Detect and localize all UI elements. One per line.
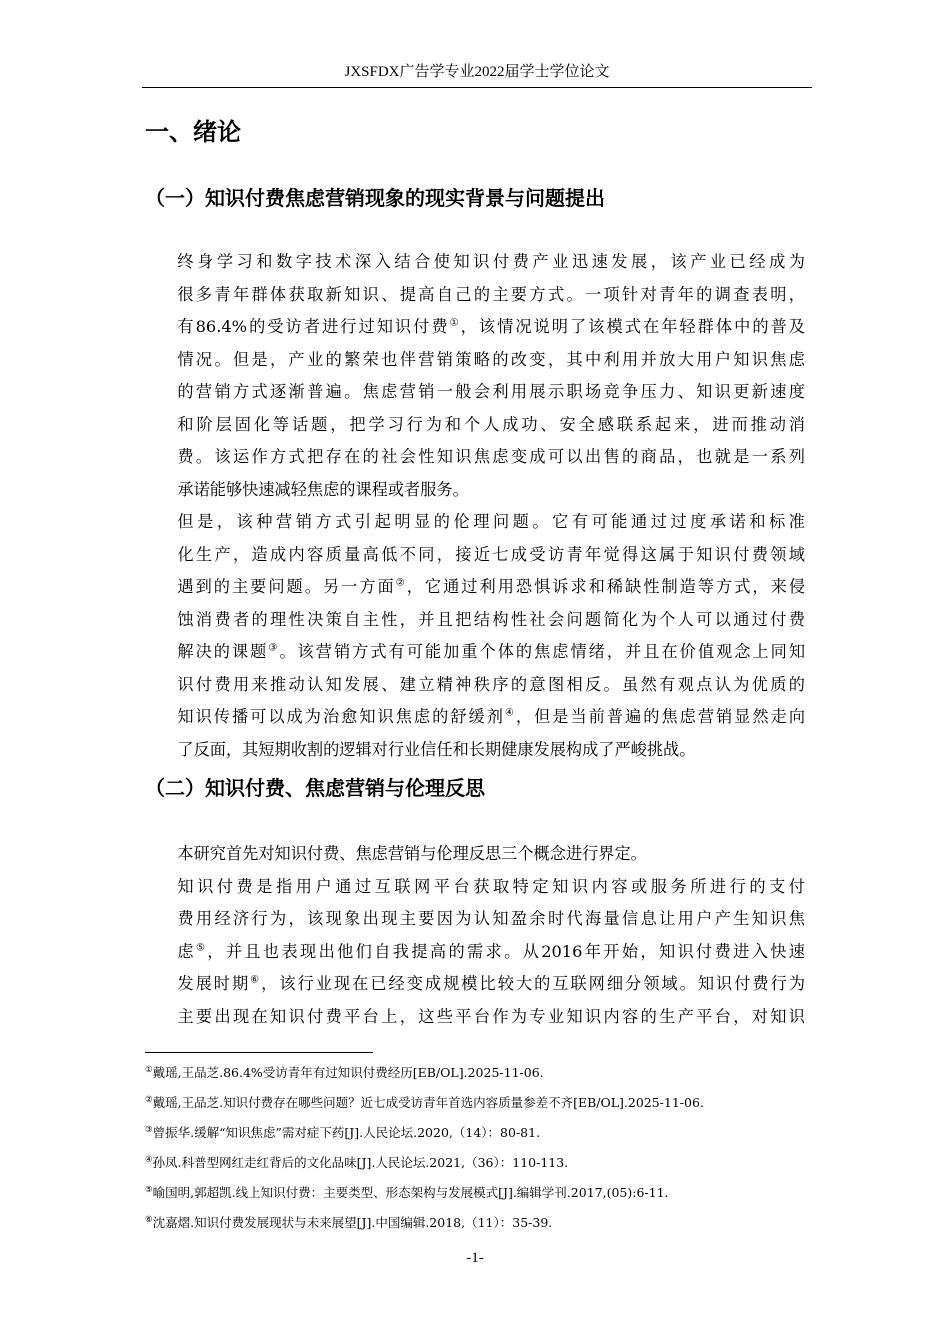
text-line: 终身学习和数字技术深入结合使知识付费产业迅速发展，该产业已经成为: [177, 252, 805, 271]
text-segment: 发展时期: [177, 974, 251, 993]
footnote-mark: ⑤: [145, 1184, 153, 1195]
section-2-body: [145, 838, 805, 1033]
text-line: 费用经济行为，该现象出现主要因为认知盈余时代海量信息让用户产生知识焦: [177, 909, 805, 928]
running-header: JXSFDX广告学专业2022届学士学位论文: [344, 64, 610, 80]
footnote-text: 沈嘉熠.知识付费发展现状与未来展望[J].中国编辑.2018,（11）：35-39.: [152, 1215, 553, 1230]
text-line: 化生产，造成内容质量高低不同，接近七成受访青年觉得这属于知识付费领域: [177, 544, 805, 564]
footnote-separator: [145, 1052, 373, 1053]
text-line-with-note: [145, 636, 805, 669]
footnote-text: 喻国明,郭超凯.线上知识付费：主要类型、形态架构与发展模式[J].编辑学刊.2017,(05):6-11.: [152, 1185, 669, 1200]
text-line: 知识付费是指用户通过互联网平台获取特定知识内容或服务所进行的支付: [177, 876, 805, 896]
text-segment: ，该情况说明了该模式在年轻群体中的普及: [460, 317, 805, 336]
text-line-with-note: [145, 936, 805, 969]
text-segment: 解决的课题: [177, 642, 269, 661]
header-rule: [142, 87, 812, 88]
footnote-mark: ②: [145, 1094, 153, 1105]
footnote-text: 孙凤.科普型网红走红背后的文化品味[J].人民论坛.2021,（36）：110-113.: [152, 1155, 569, 1170]
footnotes: [145, 1058, 805, 1238]
footnote-mark: ⑥: [145, 1214, 153, 1225]
footnote-mark: ③: [145, 1124, 153, 1135]
text-segment: 。该营销方式有可能加重个体的焦虑情绪，并且在价值观念上同知: [279, 642, 806, 661]
footnote-item: [145, 1178, 805, 1208]
text-line: 识付费用来推动认知发展、建立精神秩序的意图相反。虽然有观点认为优质的: [177, 674, 805, 694]
text-line-with-note: [145, 701, 805, 734]
footnote-marker[interactable]: ⑥: [250, 974, 262, 986]
footnote-text: 戴瑶,王品芝.86.4%受访青年有过知识付费经历[EB/OL].2025-11-06.: [152, 1065, 544, 1080]
text-segment: ，它通过利用恐惧诉求和稀缺性制造等方式，来侵: [406, 577, 806, 596]
text-line: 很多青年群体获取新知识、提高自己的主要方式。一项针对青年的调查表明，: [177, 284, 805, 304]
text-line-with-note: [145, 968, 805, 1001]
footnote-item: [145, 1118, 805, 1148]
text-line: 费。该运作方式把存在的社会性知识焦虑变成可以出售的商品，也就是一系列: [177, 447, 805, 466]
text-segment: 遇到的主要问题。另一方面: [177, 577, 396, 596]
paragraph: [145, 506, 805, 766]
paragraph: [145, 871, 805, 1034]
footnote-item: [145, 1058, 805, 1088]
text-line-with-note: [145, 571, 805, 604]
text-line: 蚀消费者的理性决策自主性，并且把结构性社会问题简化为个人可以通过付费: [177, 609, 805, 629]
footnote-marker[interactable]: ①: [449, 317, 461, 329]
text-line: 和阶层固化等话题，把学习行为和个人成功、安全感联系起来，进而推动消: [177, 414, 805, 434]
footnote-mark: ①: [145, 1064, 153, 1075]
section-title-2: （二）知识付费、焦虑营销与伦理反思: [145, 776, 485, 800]
chapter-title: 一、绪论: [145, 118, 241, 146]
text-line: 承诺能够快速减轻焦虑的课程或者服务。: [177, 479, 469, 499]
text-segment: ，并且也表现出他们自我提高的需求。从2016年开始，知识付费进入快速: [207, 941, 805, 961]
text-line-with-note: [145, 311, 805, 344]
text-line: 主要出现在知识付费平台上，这些平台作为专业知识内容的生产平台，对知识: [177, 1006, 805, 1026]
text-line: 了反面，其短期收割的逻辑对行业信任和长期健康发展构成了严峻挑战。: [177, 739, 696, 759]
text-segment: ，该行业现在已经变成规模比较大的互联网细分领域。知识付费行为: [261, 974, 806, 993]
paragraph: [145, 838, 805, 871]
text-line: 的营销方式逐渐普遍。焦虑营销一般会利用展示职场竞争压力、知识更新速度: [177, 382, 805, 401]
footnote-text: 戴瑶,王品芝.知识付费存在哪些问题？近七成受访青年首选内容质量参差不齐[EB/OL].2025-11-06.: [152, 1095, 704, 1110]
text-segment: 知识传播可以成为治愈知识焦虑的舒缓剂: [177, 707, 505, 726]
footnote-item: [145, 1088, 805, 1118]
footnote-marker[interactable]: ②: [395, 577, 407, 589]
footnote-mark: ④: [145, 1154, 153, 1165]
footnote-item: [145, 1148, 805, 1178]
footnote-text: 曾振华.缓解“知识焦虑”需对症下药[J].人民论坛.2020,（14）：80-81.: [152, 1125, 541, 1140]
footnote-marker[interactable]: ④: [504, 707, 516, 719]
page-number: -1-: [466, 1250, 484, 1266]
section-title-1: （一）知识付费焦虑营销现象的现实背景与问题提出: [145, 186, 605, 210]
paragraph: [145, 246, 805, 506]
section-1-body: [145, 246, 805, 766]
footnote-marker[interactable]: ③: [268, 642, 280, 654]
footnote-item: [145, 1208, 805, 1238]
footnote-marker[interactable]: ⑤: [195, 942, 208, 954]
text-segment: ，但是当前普遍的焦虑营销显然走向: [515, 707, 806, 726]
text-segment: 有86.4%的受访者进行过知识付费: [177, 317, 450, 336]
text-line: 情况。但是，产业的繁荣也伴营销策略的改变，其中利用并放大用户知识焦虑: [177, 349, 805, 369]
text-line: 但是，该种营销方式引起明显的伦理问题。它有可能通过过度承诺和标准: [177, 512, 805, 531]
text-segment: 虑: [177, 941, 196, 961]
text-line: 本研究首先对知识付费、焦虑营销与伦理反思三个概念进行界定。: [177, 844, 647, 863]
